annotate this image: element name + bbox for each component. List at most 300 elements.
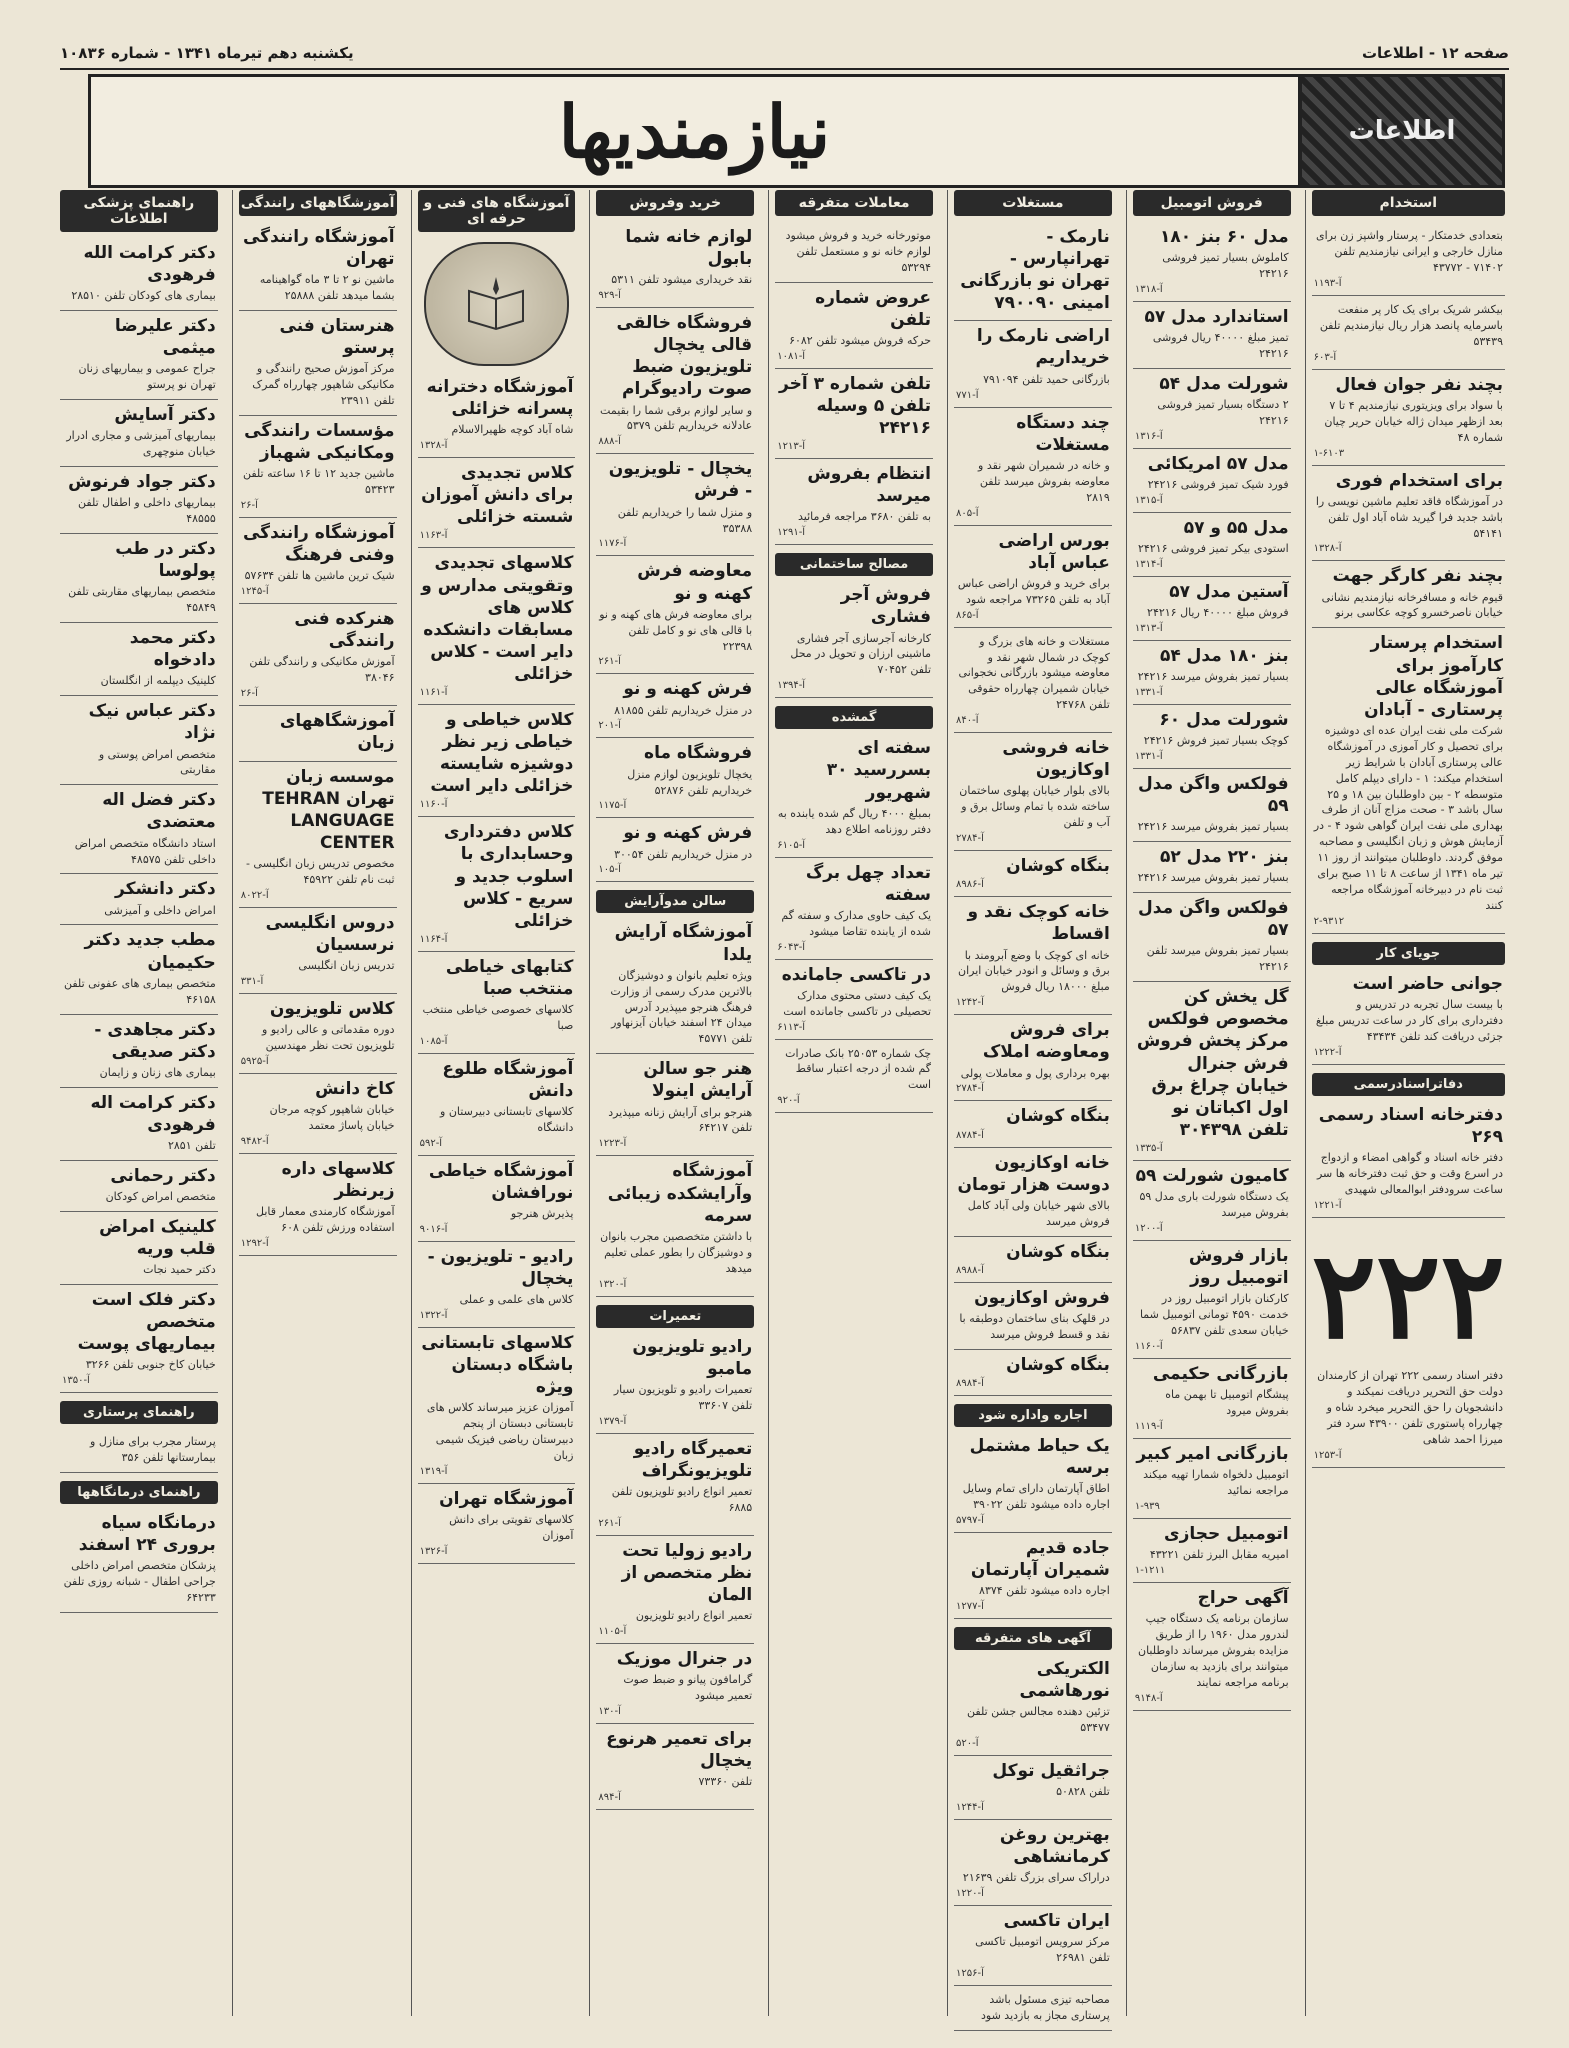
ad-title: دکتر مجاهدی - دکتر صدیقی: [94, 1019, 216, 1062]
ad-code: آ-۳۳۱: [240, 975, 264, 987]
ad-title: هنر جو سالن آرایش اینولا: [643, 1059, 753, 1102]
ad-body: تمیز مبلغ ۴۰۰۰۰ ریال فروشی ۲۴۲۱۶: [1152, 331, 1289, 360]
classified-ad: [954, 1431, 1112, 1533]
ad-body: گرامافون پیانو و ضبط صوت تعمیر میشود: [623, 1672, 753, 1702]
ad-title: یک حیاط مشتمل برسه: [969, 1435, 1110, 1478]
ad-title: اتومبیل حجازی: [1164, 1523, 1289, 1544]
ad-title: جاده قدیم شمیران آپارتمان: [970, 1537, 1110, 1580]
ad-code: آ-۱۲۰۰: [1134, 1222, 1163, 1234]
classified-ad: [418, 817, 576, 951]
section-heading: گمشده: [775, 706, 933, 729]
ad-title: اراضی نارمک را خریداریم: [976, 326, 1110, 369]
ad-title: بنز ۱۸۰ مدل ۵۴: [1159, 646, 1289, 666]
column-heading: آموزشگاه های فنی و حرفه ای: [418, 190, 576, 232]
ad-body: دوره مقدماتی و عالی رادیو و تلویزیون تحت نظر مهندسین: [262, 1022, 395, 1052]
classified-ad: [1312, 1100, 1505, 1218]
ad-body: اجاره داده میشود تلفن ۸۳۷۴: [979, 1584, 1110, 1598]
ad-code: آ-۱۳۷۹: [598, 1415, 627, 1427]
classified-ad: [596, 454, 754, 556]
ad-title: بنگاه کوشان: [1006, 1106, 1110, 1127]
ad-body: بالای بلوار خیابان پهلوی ساختمان ساخته شده با تمام وسائل برق و آب و تلفن: [959, 784, 1110, 830]
classified-ad: [775, 580, 933, 698]
ad-body: بهره برداری پول و معاملات پولی: [960, 1066, 1110, 1080]
column-heading: استخدام: [1312, 190, 1505, 216]
ad-body: جراح عمومی و بیماریهای زنان تهران نو پرستو: [78, 362, 216, 392]
classified-ad: [1133, 1161, 1291, 1241]
ad-title: آموزشگاه دخترانه پسرانه خزائلی: [426, 377, 574, 420]
ad-body: آموزشگاه کارمندی معمار قابل استفاده ورزش تلفن ۶۰۸: [256, 1205, 395, 1234]
ad-code: آ-۱۳۲۸: [1313, 543, 1342, 555]
classified-ad: [775, 369, 933, 459]
ad-title: آستین مدل ۵۷: [1169, 581, 1289, 602]
ad-title: آموزشگاه آرایش یلدا: [614, 922, 753, 965]
classified-ad: [954, 628, 1112, 734]
ad-title: درمانگاه سیاه بروری ۲۴ اسفند: [78, 1513, 216, 1556]
classified-ad: [954, 1283, 1112, 1350]
ad-code: آ-۱۳۱۶: [1134, 430, 1163, 442]
ad-title: بازار فروش اتومبیل روز: [1188, 1245, 1289, 1288]
ad-title: دکتر عباس نیک نژاد: [88, 701, 216, 744]
classified-ad: [418, 548, 576, 705]
ad-code: آ-۱۱۰۵: [598, 1625, 627, 1637]
ad-title: آموزشگاه رانندگی وفنی فرهنگ: [242, 523, 395, 566]
classified-ad: [954, 1654, 1112, 1756]
ad-title: بنگاه کوشان: [1006, 1241, 1110, 1262]
classified-ad: [418, 1484, 576, 1564]
classified-ad: [60, 925, 218, 1014]
ad-title: رادیو تلویزیون مامبو: [632, 1336, 753, 1379]
open-book-icon: [461, 269, 531, 339]
ad-title: بازرگانی امیر کبیر: [1136, 1443, 1289, 1464]
ad-code: آ-۱۱۶۳: [419, 530, 448, 542]
ad-code: آ-۱۳۲۲: [419, 1310, 448, 1322]
ad-code: آ-۱۳۱۵: [1134, 494, 1163, 506]
classified-ad: [239, 1074, 397, 1154]
ad-body: کارخانه آجرسازی آجر فشاری ماشینی ارزان و تحویل در محل تلفن ۷۰۴۵۲: [790, 631, 932, 677]
classified-ad: [596, 1156, 754, 1296]
classified-ad: [60, 623, 218, 696]
ad-body: قیوم خانه و مسافرخانه نیازمندیم نشانی خیابان ناصرخسرو کوچه عکاسی برنو: [1321, 590, 1503, 620]
ad-title: خانه کوچک نقد و اقساط: [967, 902, 1110, 945]
classified-ad: [60, 1161, 218, 1212]
ad-body: چک شماره ۲۵۰۵۳ بانک صادرات گم شده از درجه اعتبار ساقط است: [785, 1046, 932, 1092]
classified-ad: [596, 674, 754, 738]
ad-title: مدل ۵۷ امریکائی: [1147, 453, 1289, 474]
ad-body: شاه آباد کوچه ظهیرالاسلام: [451, 423, 574, 437]
column-heading: خرید وفروش: [596, 190, 754, 216]
ad-title: رادیو - تلویزیون - یخچال: [427, 1247, 574, 1290]
ad-title: بچند نفر جوان فعال: [1335, 374, 1503, 395]
classified-ad: [596, 1536, 754, 1644]
masthead-title: نیازمندیها: [558, 88, 831, 174]
ad-body: یک کیف دستی محتوی مدارک تحصیلی در تاکسی جامانده است: [783, 988, 932, 1018]
ad-title: فولکس واگن مدل ۵۷: [1138, 898, 1289, 941]
masthead: [88, 74, 1505, 188]
ad-body: در منزل خریداریم تلفن ۳۰۰۵۴: [614, 847, 753, 861]
ad-body: امراض داخلی و آمیزشی: [104, 903, 216, 917]
ad-body: تعمیرات رادیو و تلویزیون سیار تلفن ۳۳۶۰۷: [613, 1382, 753, 1412]
section-heading: جویای کار: [1312, 942, 1505, 965]
ad-code: آ-۸۹۸۴: [956, 1377, 984, 1389]
ad-title: دفترخانه اسناد رسمی ۲۶۹: [1318, 1104, 1503, 1148]
ad-body: کلاس های علمی و عملی: [459, 1293, 574, 1307]
column-7: [232, 190, 403, 2016]
ad-title: دکتر دانشکر: [115, 879, 216, 900]
ad-body: شیک ترین ماشین ها تلفن ۵۷۶۳۴: [244, 569, 395, 583]
ad-body: ویژه تعلیم بانوان و دوشیزگان بالاترین مدرک رسمی از وزارت فرهنگ هنرجو میپذیرد آدرس میدان ۲۴ اسفند خیابان آیزنهاور تلفن ۴۵۷۷۱: [610, 968, 753, 1046]
ad-code: آ-۱۳۹۴: [777, 680, 806, 692]
ad-title: چند دستگاه مستغلات: [1016, 412, 1110, 455]
ad-body: استودی بیکر تمیز فروشی ۲۴۲۱۶: [1137, 542, 1289, 556]
classified-ad: [60, 467, 218, 534]
ad-code: آ-۱۱۷۶: [598, 538, 627, 550]
section-heading: اجاره واداره شود: [954, 1404, 1112, 1427]
classified-ad: [418, 372, 576, 458]
ad-code: آ-۱۱۶۴: [419, 933, 448, 945]
ad-code: آ-۱۳۰: [598, 1705, 621, 1717]
classified-ad: [596, 738, 754, 818]
ad-title: دکتر فلک است متخصص بیماریهای پوست: [77, 1289, 216, 1355]
ad-code: آ-۱۲۱۳: [777, 441, 806, 453]
column-1: [1305, 190, 1511, 2016]
classified-ad: [775, 733, 933, 857]
ad-title: خانه اوکازیون دوست هزار تومان: [957, 1152, 1110, 1195]
classified-ad: [954, 222, 1112, 321]
classified-ad: [60, 1212, 218, 1285]
ad-body: مرکز آموزش صحیح رانندگی و مکانیکی شاهپور چهارراه گمرک تلفن ۲۳۹۱۱: [252, 362, 395, 408]
ad-body: تلفن ۲۸۵۱: [167, 1138, 216, 1152]
ad-title: دکتر رحمانی: [110, 1165, 216, 1186]
ad-code: آ-۱۳۲۶: [419, 1546, 448, 1558]
ad-body: متخصص امراض پوستی و مقاربتی: [98, 747, 216, 777]
classified-ad: [1133, 842, 1291, 893]
ad-title: استخدام پرستار کارآموز برای آموزشگاه عالی پرستاری - آبادان: [1364, 633, 1503, 720]
classified-ad: [954, 1101, 1112, 1147]
column-6: [411, 190, 582, 2016]
ad-code: آ-۹۰۱۶: [419, 1224, 448, 1236]
classified-ad: [1133, 1583, 1291, 1711]
ad-code: آ-۱۱۶۱: [419, 686, 448, 698]
classified-ad: [596, 818, 754, 882]
classified-ad: [1312, 1362, 1505, 1468]
ad-body: در منزل خریداریم تلفن ۸۱۸۵۵: [614, 703, 753, 717]
ad-title: عروض شماره تلفن: [815, 287, 932, 330]
classified-ad: [1312, 296, 1505, 370]
ad-body: بالای شهر خیابان ولی آباد کامل فروش میرسد: [967, 1198, 1110, 1228]
classified-ad: [596, 1332, 754, 1434]
ad-code: آ-۹۲۰: [777, 1095, 800, 1107]
ad-body: فروش مبلغ ۴۰۰۰۰ ریال ۲۴۲۱۶: [1147, 606, 1289, 620]
ad-title: تعداد چهل برگ سفته: [805, 862, 932, 905]
classified-ad: [60, 1088, 218, 1161]
ad-body: بیماری های زنان و زایمان: [99, 1065, 216, 1079]
ad-body: موتورخانه خرید و فروش میشود لوازم خانه نو و مستعمل تلفن ۵۳۲۹۴: [785, 229, 932, 274]
ad-code: آ-۱۲۵۶: [956, 1968, 984, 1980]
classified-ad: [1133, 302, 1291, 369]
ad-body: متخصص امراض کودکان: [105, 1189, 216, 1203]
ad-body: استاد دانشگاه متخصص امراض داخلی تلفن ۴۸۵۷۵: [74, 836, 216, 866]
ad-title: آموزشگاه رانندگی تهران: [242, 227, 395, 270]
ad-title: دروس انگلیسی نرسسیان: [265, 912, 395, 955]
classified-ad: [60, 1285, 218, 1393]
ad-code: آ-۶۱۰۵: [777, 839, 806, 851]
ad-body: شرکت ملی نفت ایران عده ای دوشیزه برای تحصیل و کار آموزی در آموزشگاه عالی پرستاری آبادان با شرایط زیر استخدام میکند: ۱ - دارای دیپلم کامل متوسطه ۲ - بین داوطلبان بین ۱۸ و ۲۵ سال باشد ۳ - صحت مزاج آنان از طرف بهداری ملی نفت ایران گواهی شود ۴ - در آزمایش هوش و زبان انگلیسی و مصاحبه موفق گردند. داوطلبان میتوانند از روز ۱۱ تیر ماه ۱۳۴۱ از ساعت ۸ تا ۱۱ صبح برای ثبت نام در دبیرخانه آموزشگاه مراجعه کنند: [1313, 723, 1503, 913]
ad-title: بچند نفر کارگر جهت: [1332, 566, 1503, 587]
ad-title: کلاسهای داره زیرنظر: [281, 1158, 395, 1201]
ad-title: کتابهای خیاطی منتخب صبا: [445, 956, 574, 999]
ad-body: تعمیر انواع رادیو تلویزیون: [635, 1608, 753, 1622]
ad-body: ماشین نو ۲ تا ۳ ماه گواهینامه بشما میدهد تلفن ۲۵۸۸۸: [259, 273, 395, 303]
classified-ad: [954, 1533, 1112, 1619]
classified-ad: [596, 556, 754, 674]
column-heading: راهنمای پزشکی اطلاعات: [60, 190, 218, 232]
ad-body: در قلهک بنای ساختمان دوطبقه با نقد و قسط فروش میرسد: [959, 1311, 1110, 1341]
ad-title: جوانی حاضر است: [1352, 974, 1503, 995]
classified-ad: [60, 534, 218, 623]
ad-title: مدل ۵۵ و ۵۷: [1183, 517, 1289, 538]
ad-code: آ-۲۷۸۴: [956, 1083, 984, 1095]
ad-body: با داشتن متخصصین مجرب بانوان و دوشیزگان را بطور عملی تعلیم میدهد: [600, 1229, 753, 1275]
ad-body: کلاسهای خصوصی خیاطی منتخب صبا: [422, 1003, 574, 1032]
ad-body: پیشگام اتومبیل تا بهمن ماه بفروش میرود: [1165, 1388, 1289, 1417]
classified-ad: [418, 1328, 576, 1484]
classified-ad: [1133, 577, 1291, 641]
ad-code: آ-۱۱۷۵: [598, 800, 627, 812]
ad-body: مستغلات و خانه های بزرگ و کوچک در شمال شهر نقد و معاوضه میشود بازرگانی نخجوانی خیابان شمیران چهارراه حقوقی تلفن ۲۴۷۶۸: [958, 634, 1110, 712]
column-heading: مستغلات: [954, 190, 1112, 216]
ad-title: شورلت مدل ۵۴: [1159, 373, 1289, 394]
classified-ad: [1133, 1241, 1291, 1359]
classified-ad: [954, 1820, 1112, 1906]
ad-body: نقد خریداری میشود تلفن ۵۳۱۱: [611, 273, 753, 287]
ad-title: کلاس تلویزیون: [269, 998, 395, 1019]
ad-body: مصاحبه تیزی مسئول باشد پرستاری مجاز به بازدید شود: [981, 1993, 1110, 2023]
classified-ad: [596, 917, 754, 1054]
ad-code: آ-۸۶۵: [956, 609, 979, 621]
ad-code: آ-۱۲۵۳: [1313, 1449, 1342, 1461]
classified-ad: [418, 1054, 576, 1156]
ad-code: آ-۱۳۲۸: [419, 440, 448, 452]
ad-title: الکتریکی نورهاشمی: [1019, 1658, 1110, 1702]
classified-ad: [954, 1237, 1112, 1283]
classified-ad: [1133, 1359, 1291, 1439]
ad-body: مخصوص تدریس زبان انگلیسی - ثبت نام تلفن ۴۵۹۲۲: [245, 856, 395, 886]
classified-ad: [1133, 513, 1291, 577]
classified-ad: [775, 960, 933, 1040]
ad-body: به تلفن ۳۶۸۰ مراجعه فرمائید: [798, 510, 932, 524]
ad-body: و خانه در شمیران شهر نقد و معاوضه بفروش میرسد تلفن ۲۸۱۹: [978, 458, 1110, 504]
classified-ad: [60, 311, 218, 400]
ad-code: آ-۶۱۱۳: [777, 1021, 806, 1033]
classified-ad: [60, 1015, 218, 1088]
classified-ad: [1312, 969, 1505, 1065]
ad-body: تزئین دهنده مجالس جشن تلفن ۵۳۴۷۷: [967, 1705, 1110, 1735]
classified-ad: [954, 526, 1112, 628]
ad-code: آ-۱۰۵: [598, 864, 621, 876]
classified-ad: [1312, 561, 1505, 628]
ad-title: دکتر کرامت الله فرهودی: [83, 243, 216, 286]
ad-title: در تاکسی جامانده: [781, 964, 932, 985]
ad-title: رادیو زولیا تحت نظر متخصص از المان: [621, 1540, 753, 1605]
classified-ad: [1312, 466, 1505, 562]
ad-title: نارمک - تهرانپارس - تهران نو بازرگانی امینی ۷۹۰۰۹۰: [960, 227, 1110, 314]
classified-ad: [954, 1148, 1112, 1237]
classified-ad: [418, 458, 576, 548]
ad-title: آگهی حراج: [1197, 1587, 1289, 1608]
classified-ad: [1133, 982, 1291, 1161]
classified-ad: [60, 1508, 218, 1613]
ad-code: آ-۸۹۸۸: [956, 1264, 984, 1276]
ad-code: آ-۸۸۸: [598, 436, 621, 448]
classified-ad: [239, 222, 397, 311]
classified-ad: [596, 1054, 754, 1156]
ad-code: آ-۹۴۸۲: [240, 1135, 269, 1147]
classified-ad: [239, 994, 397, 1074]
ad-title: برای فروش ومعاوضه املاک: [982, 1020, 1110, 1063]
school-emblem: [424, 242, 570, 366]
classified-ad: [239, 518, 397, 604]
ad-title: بنگاه کوشان: [1006, 856, 1110, 877]
classified-ad: [239, 908, 397, 994]
ad-title: مدل ۶۰ بنز ۱۸۰: [1159, 227, 1289, 247]
ad-title: مطب جدید دکتر حکیمیان: [84, 930, 216, 973]
ad-title: بنز ۲۲۰ مدل ۵۲: [1159, 847, 1289, 868]
ad-body: پزشکان متخصص امراض داخلی جراحی اطفال - شبانه روزی تلفن ۶۴۲۳۳: [63, 1559, 216, 1605]
ad-code: آ-۱۲۲۱: [1313, 1199, 1342, 1211]
ad-body: پذیرش هنرجو: [510, 1207, 574, 1221]
ad-title: کلینیک امراض قلب وریه: [99, 1216, 216, 1259]
ad-code: آ-۶۰۳: [1313, 351, 1337, 363]
ad-title: دکتر علیرضا میثمی: [114, 316, 216, 359]
ad-code: آ-۶۰۴۳: [777, 941, 806, 953]
column-8: [54, 190, 224, 2016]
ad-body: بسیار تمیز بفروش میرسد ۲۴۲۱۶: [1137, 871, 1289, 885]
ad-body: خانه ای کوچک با وضع آبرومند با برق و وسائل و انودر خیابان ایران مبلغ ۱۸۰۰۰ ریال فروش: [957, 948, 1110, 994]
ad-title: فروشگاه ماه: [644, 743, 753, 764]
ad-body: و سایر لوازم برقی شما را بقیمت عادلانه خریداریم تلفن ۵۳۷۹: [600, 403, 753, 433]
ad-code: آ-۱۳۳۱: [1134, 687, 1163, 699]
section-heading: دفاتراسنادرسمی: [1312, 1073, 1505, 1096]
ad-title: انتظام بفروش میرسد: [807, 464, 932, 507]
ad-title: برای استخدام فوری: [1335, 470, 1503, 491]
section-heading: تعمیرات: [596, 1305, 754, 1328]
ad-code: آ-۱۰۸۵: [419, 1035, 448, 1047]
ad-title: آموزشگاه طلوع دانش: [442, 1058, 574, 1101]
ad-body: بسیار تمیز بفروش میرسد تلفن ۲۴۲۱۶: [1146, 944, 1289, 974]
ad-title: معاوضه فرش کهنه و نو: [637, 561, 753, 604]
ad-code: آ-۱۱۶۰: [419, 799, 448, 811]
ad-body: کلینیک دیپلمه از انگلستان: [100, 674, 216, 688]
ad-title: تلفن شماره ۳ آخر تلفن ۵ وسیله ۲۴۲۱۶: [779, 373, 932, 439]
ad-code: آ-۱۳۳۱: [1134, 751, 1163, 763]
ad-code: آ-۸۹۴: [598, 1791, 621, 1803]
classified-ad: [239, 1154, 397, 1256]
section-heading: راهنمای درمانگاهها: [60, 1481, 218, 1504]
column-heading: آموزشگاههای رانندگی: [239, 190, 397, 216]
ad-code: آ-۹۲۹: [598, 290, 621, 302]
ad-code: آ-۱۲۲۰: [956, 1888, 984, 1900]
ad-body: فورد شیک تمیز فروشی ۲۴۲۱۶: [1147, 478, 1289, 491]
ad-body: با بیست سال تجربه در تدریس و دفترداری برای کار در ساعت تدریس مبلغ جزئی دریافت کند تلفن ۴۳۴۳۴: [1315, 998, 1503, 1043]
ad-body: بسیار تمیز بفروش میرسد ۲۴۲۱۶: [1137, 670, 1289, 684]
classified-ad: [1133, 769, 1291, 842]
ad-body: بیماری های کودکان تلفن ۲۸۵۱۰: [71, 289, 216, 303]
column-2: [1126, 190, 1297, 2016]
classified-ad: [239, 762, 397, 908]
classified-ad: [775, 459, 933, 545]
classified-ad: [596, 1434, 754, 1536]
ad-body: متخصص بیماریهای مقاربتی تلفن ۴۵۸۴۹: [68, 585, 216, 615]
ad-code: آ-۸۰۲۲: [240, 889, 269, 901]
classified-ad: [954, 897, 1112, 1015]
ad-body: کارکنان بازار اتومبیل روز در خدمت ۴۵۹۰ تومانی اتومبیل شما خیابان سعدی تلفن ۵۶۸۳۷: [1139, 1292, 1289, 1337]
ad-body: تعمیر انواع رادیو تلویزیون تلفن ۶۸۸۵: [611, 1484, 753, 1514]
ad-code: آ-۵۹۲۵: [240, 1055, 269, 1067]
ad-title: در جنرال موزیک: [616, 1648, 753, 1669]
ad-code: آ-۲۶: [240, 688, 258, 700]
classified-ad: [418, 1242, 576, 1328]
classified-ad: [954, 851, 1112, 897]
ad-body: متخصص بیماری های عفونی تلفن ۴۶۱۵۸: [63, 976, 216, 1006]
ad-title: آموزشگاه خیاطی نورافشان: [428, 1160, 574, 1204]
ad-code: آ-۷۷۱: [956, 389, 979, 401]
ad-code: آ-۸۴۰: [956, 715, 979, 727]
ad-code: آ-۵۷۹۷: [956, 1514, 984, 1526]
ad-body: کوچک بسیار تمیز فروش ۲۴۲۱۶: [1143, 734, 1289, 748]
column-heading: معاملات متفرقه: [775, 190, 933, 216]
ad-body: خیابان کاخ جنوبی تلفن ۳۲۶۶: [85, 1358, 216, 1372]
ad-body: یخچال تلویزیون لوازم منزل خریداریم تلفن ۵۲۸۷۶: [627, 767, 753, 797]
classified-ad: [239, 706, 397, 761]
classified-ad: [418, 952, 576, 1054]
classified-ad: [1312, 222, 1505, 296]
classified-ad: [1133, 1519, 1291, 1583]
ad-title: کاخ دانش: [315, 1078, 395, 1099]
ad-body: بیماریهای داخلی و اطفال تلفن ۴۸۵۵۵: [78, 496, 216, 526]
classified-ad: [60, 1428, 218, 1473]
classified-ad: [60, 696, 218, 785]
ad-body: بیماریهای آمیزشی و مجاری ادرار خیابان منوچهری: [66, 429, 216, 459]
classified-ad: [1133, 369, 1291, 449]
ad-body: در آموزشگاه فاقد تعلیم ماشین نویسی را باشد جدید فرا گیرید شاه آباد اول تلفن ۵۴۱۴۱: [1315, 494, 1503, 540]
ad-body: دراراک سرای بزرگ تلفن ۲۱۶۳۹: [962, 1871, 1110, 1885]
ad-body: آموزان عزیز میرساند کلاس های تابستانی دبستان از پنجم دبیرستان ریاضی فیزیک شیمی زبان: [426, 1401, 574, 1463]
classified-ad: [239, 311, 397, 416]
ad-code: آ-۱۳۲۰: [598, 1278, 627, 1290]
classified-ad: [239, 604, 397, 706]
ad-body: بیکشر شریک برای یک کار پر منفعت باسرمایه پانصد هزار ریال نیازمندیم تلفن ۵۳۴۳۹: [1319, 302, 1503, 348]
classified-ad: [60, 785, 218, 874]
ad-body: کلاسهای تقویتی برای دانش آموزان: [449, 1513, 574, 1543]
ad-body: دکتر حمید نجات: [143, 1263, 216, 1276]
ad-title: شورلت مدل ۶۰: [1159, 710, 1289, 731]
ad-title: خانه فروشی اوکازیون: [1002, 738, 1110, 781]
ad-body: دفتر خانه اسناد و گواهی امضاء و ازدواج در اسرع وقت و حق ثبت دفترخانه ها سر ساعت سرودفتر ابوالمعالی شهیدی: [1316, 1151, 1503, 1196]
ad-code: آ-۸۹۸۶: [956, 879, 984, 891]
ad-title: موسسه زبان تهران TEHRAN LANGUAGE CENTER: [262, 766, 395, 853]
ad-title: دکتر کرامت اله فرهودی: [90, 1092, 216, 1135]
section-heading: آگهی های متفرقه: [954, 1627, 1112, 1650]
ad-body: ۲ دستگاه بسیار تمیز فروشی ۲۴۲۱۶: [1157, 398, 1289, 427]
classified-ad: [1133, 222, 1291, 302]
ad-body: برای خرید و فروش اراضی عباس آباد به تلفن ۷۳۲۶۵ مراجعه شود: [957, 576, 1110, 606]
classified-ad: [1133, 893, 1291, 982]
classified-ad: [775, 283, 933, 369]
ad-code: آ-۱۱۶۰: [1134, 1340, 1163, 1352]
ad-body: تدریس زبان انگلیسی: [298, 958, 395, 972]
date-line: یکشنبه دهم تیرماه ۱۳۴۱ - شماره ۱۰۸۳۶: [60, 44, 354, 62]
column-heading: فروش اتومبیل: [1133, 190, 1291, 216]
